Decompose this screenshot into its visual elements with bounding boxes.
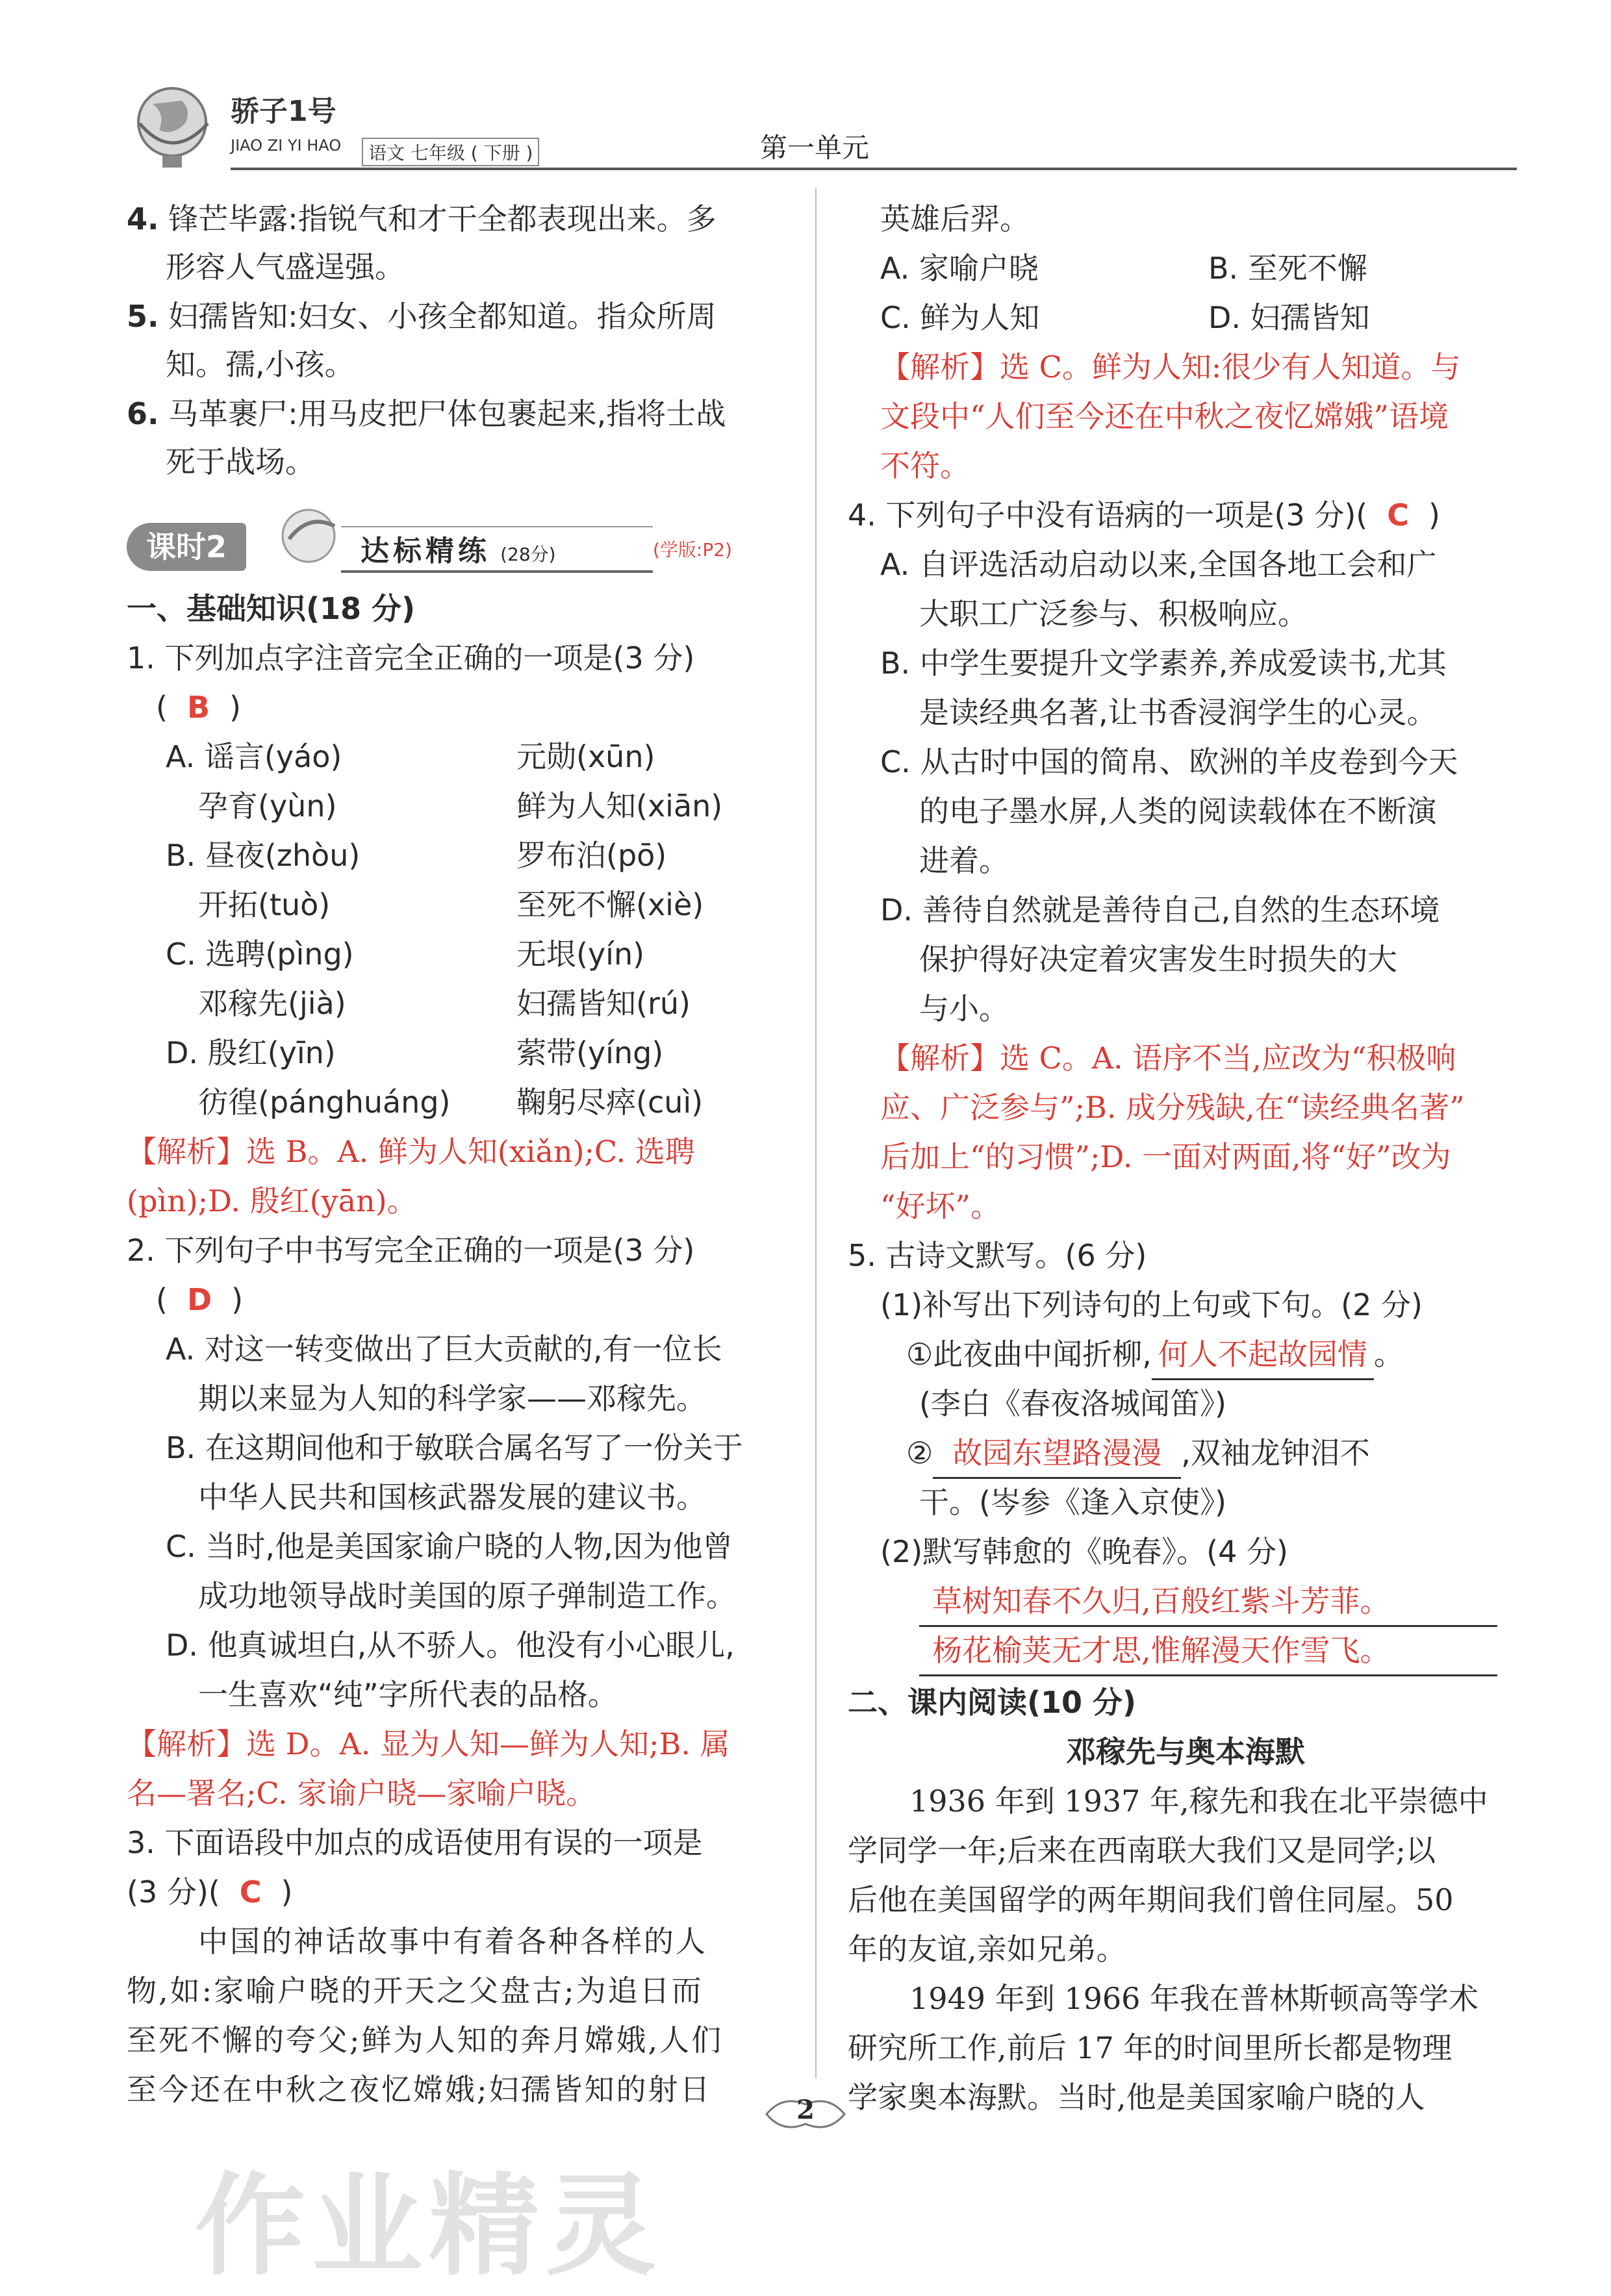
reading-line5: 1949 年到 1966 年我在普林斯顿高等学术 [909,1981,1478,2016]
q1-opt-d4: 鞠躬尽瘁(cuì) [516,1085,704,1120]
q1-opt-c1: C. 选聘(pìng) [166,937,354,972]
def-4-line2: 形容人气盛逞强。 [166,249,405,284]
q4-line9: 保护得好决定着灾害发生时损失的大 [919,942,1397,977]
q5-answer-2[interactable]: 故园东望路漫漫 [933,1429,1181,1479]
q1-opt-b2: 罗布泊(pō) [516,838,667,873]
watermark: 作业精灵 [195,2162,663,2291]
q5-sub1: (1)补写出下列诗句的上句或下句。(2 分) [880,1287,1423,1322]
q2-line2: 期以来显为人知的科学家——邓稼先。 [198,1381,706,1416]
q2-line3: B. 在这期间他和于敏联合属名写了一份关于 [166,1430,743,1465]
q1-opt-d3: 彷徨(pánghuáng) [198,1085,451,1120]
q4-analysis-line4: “好坏”。 [880,1189,1001,1224]
q1-opt-b4: 至死不懈(xiè) [516,887,704,922]
lesson-title: 达标精练 [361,535,490,568]
q5-line1: ①此夜曲中闻折柳, 何人不起故园情 。 [906,1330,1404,1380]
q1-opt-b3: 开拓(tuò) [198,887,331,922]
def-6-line2: 死于战场。 [166,444,315,479]
q1-analysis-line1: 【解析】选 B。A. 鲜为人知(xiǎn);C. 选聘 [127,1134,695,1169]
reading-line6: 研究所工作,前后 17 年的时间里所长都是物理 [848,2030,1452,2065]
q5-answer-line2[interactable]: 杨花榆荚无才思,惟解漫天作雪飞。 [919,1626,1497,1676]
reading-line4: 年的友谊,亲如兄弟。 [848,1932,1126,1967]
q1-opt-c2: 无垠(yín) [516,937,645,972]
brand-name: 骄子1号 [231,95,336,128]
q1-opt-a3: 孕育(yùn) [198,788,337,824]
q5-answer-line1[interactable]: 草树知春不久归,百般红紫斗芳菲。 [919,1577,1497,1627]
q3-answer: C [239,1874,262,1910]
q3-option-a: A. 家喻户晓 [880,251,1039,286]
reading-line3: 后他在美国留学的两年期间我们曾住同屋。50 [848,1882,1454,1917]
q4-line10: 与小。 [919,991,1009,1026]
q1-opt-d1: D. 殷红(yīn) [166,1035,336,1070]
def-6-line1: 6. 马革裹尸:用马皮把尸体包裹起来,指将士战 [127,396,726,431]
q4-line4: 是读经典名著,让书香浸润学生的心灵。 [919,695,1437,730]
reading-line1: 1936 年到 1937 年,稼先和我在北平崇德中 [909,1784,1488,1819]
q4-line5: C. 从古时中国的简帛、欧洲的羊皮卷到今天 [880,744,1458,779]
q1-stem: 1. 下列加点字注音完全正确的一项是(3 分) [127,640,695,675]
page-number: 2 [796,2095,815,2125]
q4-line6: 的电子墨水屏,人类的阅读载体在不断演 [919,794,1437,829]
header [127,78,1517,175]
q2-line1: A. 对这一转变做出了巨大贡献的,有一位长 [166,1331,722,1367]
right-column [848,195,1523,2115]
q1-answer-line: ( B ) [156,690,241,725]
header-rule [231,168,1517,170]
q5-line1-source: (李白《春夜洛城闻笛》) [919,1386,1226,1421]
lesson-badge: 课时2 [127,523,246,571]
q3-continuation: 英雄后羿。 [880,201,1030,236]
unit-title: 第一单元 [760,132,870,164]
reading-line2: 学同学一年;后来在西南联大我们又是同学;以 [848,1833,1436,1868]
q3-option-c: C. 鲜为人知 [880,300,1040,335]
q1-opt-c4: 妇孺皆知(rú) [516,986,691,1021]
def-5-line2: 知。孺,小孩。 [166,347,355,382]
brand-pinyin: JIAO ZI YI HAO [231,136,342,155]
lesson-points: (28分) [500,544,556,565]
reading-title: 邓稼先与奥本海默 [1066,1734,1305,1769]
q5-line2: ② 故园东望路漫漫 ,双袖龙钟泪不 [906,1429,1370,1479]
q1-answer: B [186,690,210,725]
q4-analysis-line1: 【解析】选 C。A. 语序不当,应改为“积极响 [880,1041,1456,1076]
section-1-title: 一、基础知识(18 分) [127,591,416,626]
q1-opt-b1: B. 昼夜(zhòu) [166,838,361,873]
q3-option-b: B. 至死不懈 [1208,251,1367,286]
lesson-title-box [341,526,653,573]
q1-opt-a1: A. 谣言(yáo) [166,739,342,774]
q2-analysis-line1: 【解析】选 D。A. 显为人知—鲜为人知;B. 属 [127,1726,730,1761]
q1-opt-d2: 萦带(yíng) [516,1035,664,1070]
q3-analysis-line1: 【解析】选 C。鲜为人知:很少有人知道。与 [880,349,1461,385]
q1-opt-a4: 鲜为人知(xiān) [516,788,723,824]
q2-line5: C. 当时,他是美国家谕户晓的人物,因为他曾 [166,1529,733,1564]
section-2-title: 二、课内阅读(10 分) [848,1685,1137,1720]
q1-opt-a2: 元勋(xūn) [516,739,655,774]
def-4-line1: 4. 锋芒毕露:指锐气和才干全都表现出来。多 [127,201,717,236]
q1-analysis-line2: (pìn);D. 殷红(yān)。 [127,1183,417,1218]
q3-passage-line4: 至今还在中秋之夜忆嫦娥;妇孺皆知的射日 [127,2072,712,2107]
q4-line7: 进着。 [919,843,1009,878]
q4-line3: B. 中学生要提升文学素养,养成爱读书,尤其 [880,646,1447,681]
q3-stem-line2: (3 分)( C ) [127,1874,293,1910]
lesson-reference: (学版:P2) [653,539,732,561]
def-5-line1: 5. 妇孺皆知:妇女、小孩全都知道。指众所周 [127,299,717,334]
q3-analysis-line2: 文段中“人们至今还在中秋之夜忆嫦娥”语境 [880,399,1449,434]
q4-stem: 4. 下列句子中没有语病的一项是(3 分)( C ) [848,498,1440,533]
q1-opt-c3: 邓稼先(jià) [198,986,346,1021]
q3-analysis-line3: 不符。 [880,448,970,483]
q5-stem: 5. 古诗文默写。(6 分) [848,1238,1147,1273]
q4-analysis-line3: 后加上“的习惯”;D. 一面对两面,将“好”改为 [880,1139,1451,1174]
q5-line2-cont: 干。(岑参《逢入京使》) [919,1485,1226,1520]
q3-stem: 3. 下面语段中加点的成语使用有误的一项是 [127,1825,703,1860]
left-column [127,195,802,2107]
q3-passage-line3: 至死不懈的夸父;鲜为人知的奔月嫦娥,人们 [127,2023,724,2058]
q5-sub2: (2)默写韩愈的《晚春》。(4 分) [880,1534,1288,1569]
q5-answer-1[interactable]: 何人不起故园情 [1152,1330,1374,1380]
swirl-decoration-icon [273,500,344,572]
q2-analysis-line2: 名—署名;C. 家谕户晓—家喻户晓。 [127,1776,596,1811]
q3-passage-line1: 中国的神话故事中有着各种各样的人 [198,1924,707,1959]
q2-line4: 中华人民共和国核武器发展的建议书。 [198,1480,706,1515]
q2-line7: D. 他真诚坦白,从不骄人。他没有小心眼儿, [166,1628,735,1663]
q4-line2: 大职工广泛参与、积极响应。 [919,596,1308,631]
q2-answer: D [186,1282,212,1317]
q2-line8: 一生喜欢“纯”字所代表的品格。 [198,1677,618,1712]
q2-answer-line: ( D ) [156,1282,244,1317]
reading-line7: 学家奥本海默。当时,他是美国家喻户晓的人 [848,2080,1425,2115]
q2-stem: 2. 下列句子中书写完全正确的一项是(3 分) [127,1233,695,1268]
globe-logo-icon [127,78,224,175]
q2-line6: 成功地领导战时美国的原子弹制造工作。 [198,1578,736,1613]
q3-passage-line2: 物,如:家喻户晓的开天之父盘古;为追日而 [127,1973,704,2008]
q3-option-d: D. 妇孺皆知 [1208,300,1370,335]
q4-line8: D. 善待自然就是善待自己,自然的生态环境 [880,892,1440,927]
column-divider [815,188,817,2078]
subject-label: 语文 七年级 ( 下册 ) [362,138,539,166]
q4-line1: A. 自评选活动启动以来,全国各地工会和广 [880,547,1437,582]
q4-answer: C [1387,498,1410,533]
q4-analysis-line2: 应、广泛参与”;B. 成分残缺,在“读经典名著” [880,1090,1465,1125]
